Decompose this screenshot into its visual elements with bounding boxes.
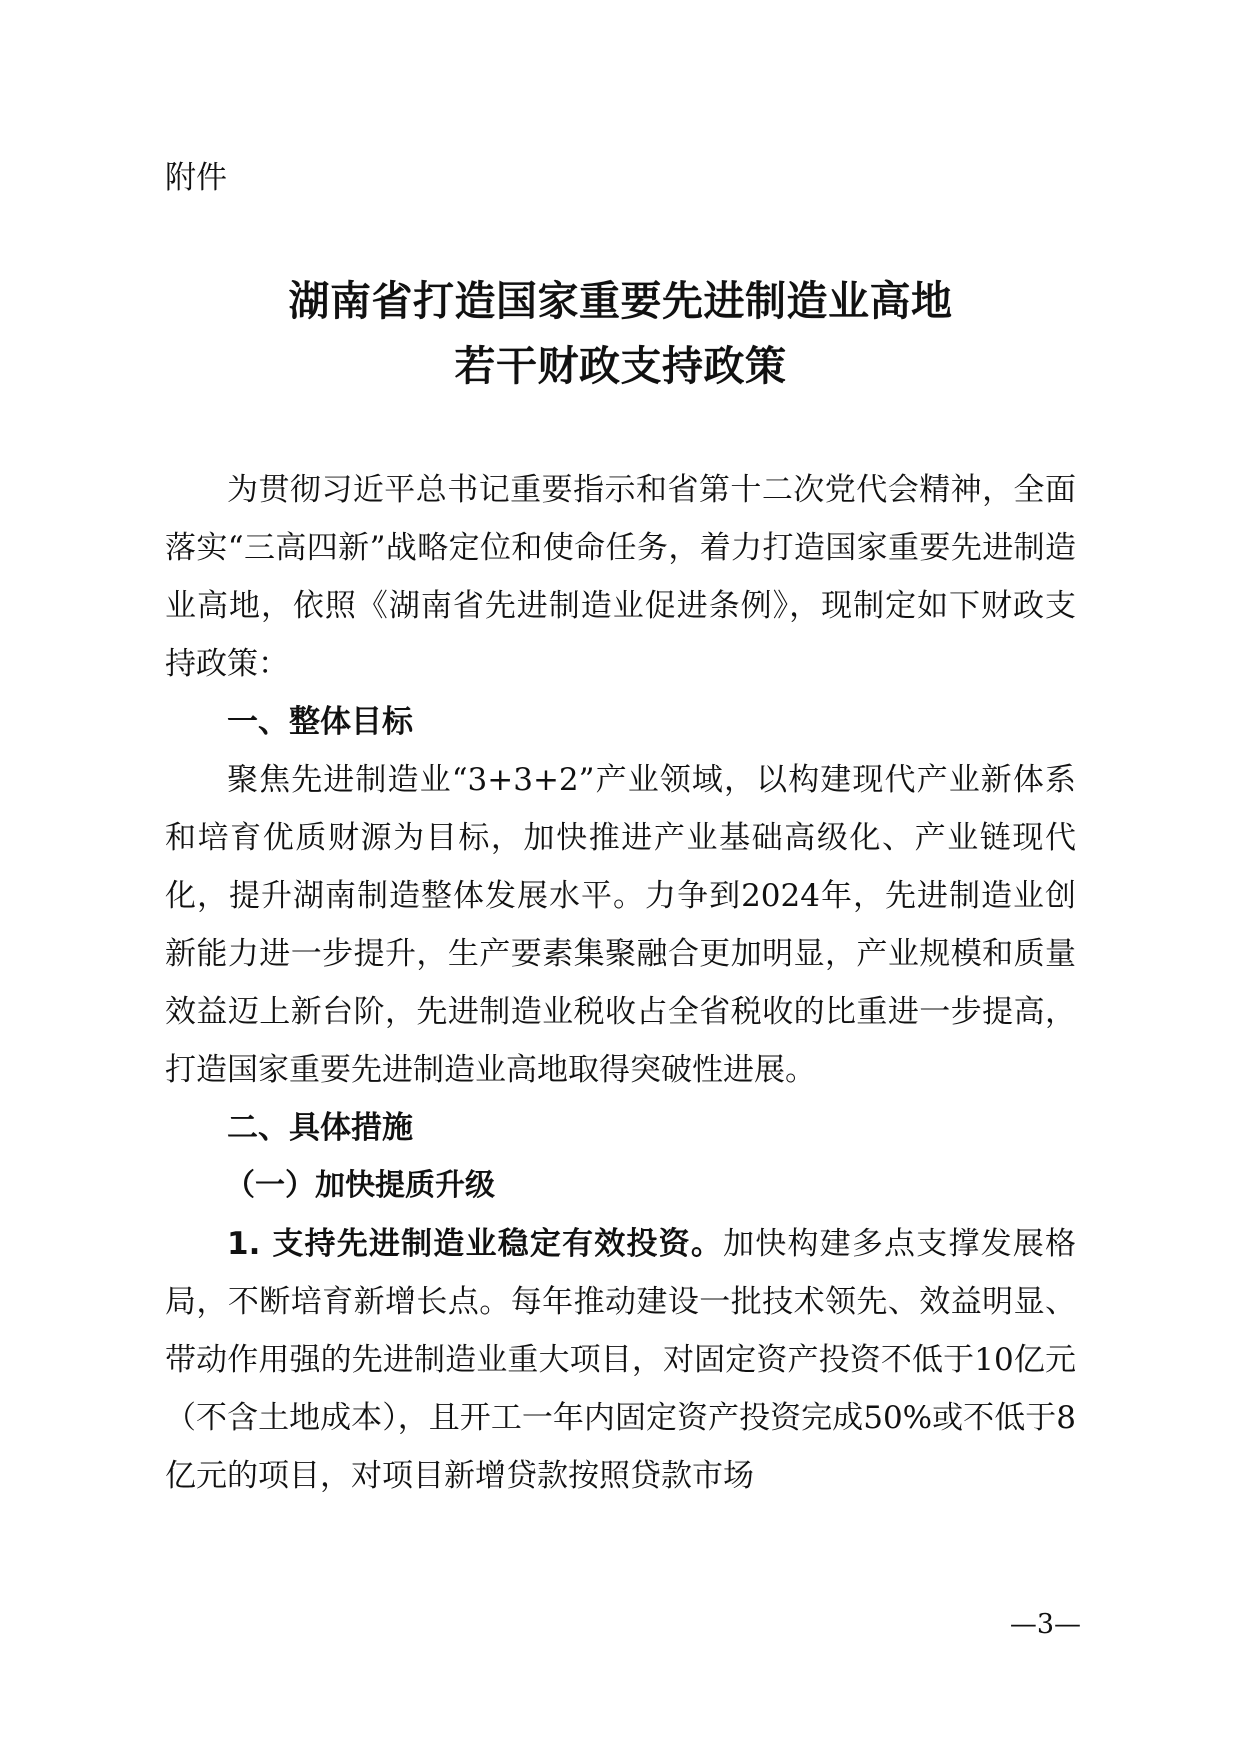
attachment-label: 附件 — [165, 160, 227, 196]
document-title-line-1: 湖南省打造国家重要先进制造业高地 — [288, 277, 953, 325]
section-heading-overall-goal: 一、整体目标 — [227, 704, 413, 740]
measure-item-1-lead: 1. 支持先进制造业稳定有效投资。 — [227, 1226, 724, 1262]
page-number: —3— — [1009, 1609, 1081, 1640]
measure-item-1-text: 加快构建多点支撑发展格局，不断培育新增长点。每年推动建设一批技术领先、效益明显、带动作用强的先进制造业重大项目，对固定资产投资不低于10亿元（不含土地成本），且开工一年内固定资产投资完成50%或不低于8亿元的项目，对项目新增贷款按照贷款市场 — [165, 1226, 1077, 1494]
section-heading-specific-measures: 二、具体措施 — [227, 1110, 413, 1146]
measure-item-1 — [165, 1215, 1076, 1505]
subsection-heading-upgrade: （一）加快提质升级 — [225, 1168, 495, 1203]
overall-goal-paragraph: 聚焦先进制造业“3+3+2”产业领域，以构建现代产业新体系和培育优质财源为目标，加快推进产业基础高级化、产业链现代化，提升湖南制造整体发展水平。力争到2024年，先进制造业创新能力进一步提升，生产要素集聚融合更加明显，产业规模和质量效益迈上新台阶，先进制造业税收占全省税收的比重进一步提高，打造国家重要先进制造业高地取得突破性进展。 — [165, 762, 1076, 1088]
document-body — [165, 461, 1076, 1505]
intro-paragraph: 为贯彻习近平总书记重要指示和省第十二次党代会精神，全面落实“三高四新”战略定位和使命任务，着力打造国家重要先进制造业高地，依照《湖南省先进制造业促进条例》，现制定如下财政支持政策： — [165, 472, 1076, 682]
document-title-line-2: 若干财政支持政策 — [454, 342, 787, 390]
